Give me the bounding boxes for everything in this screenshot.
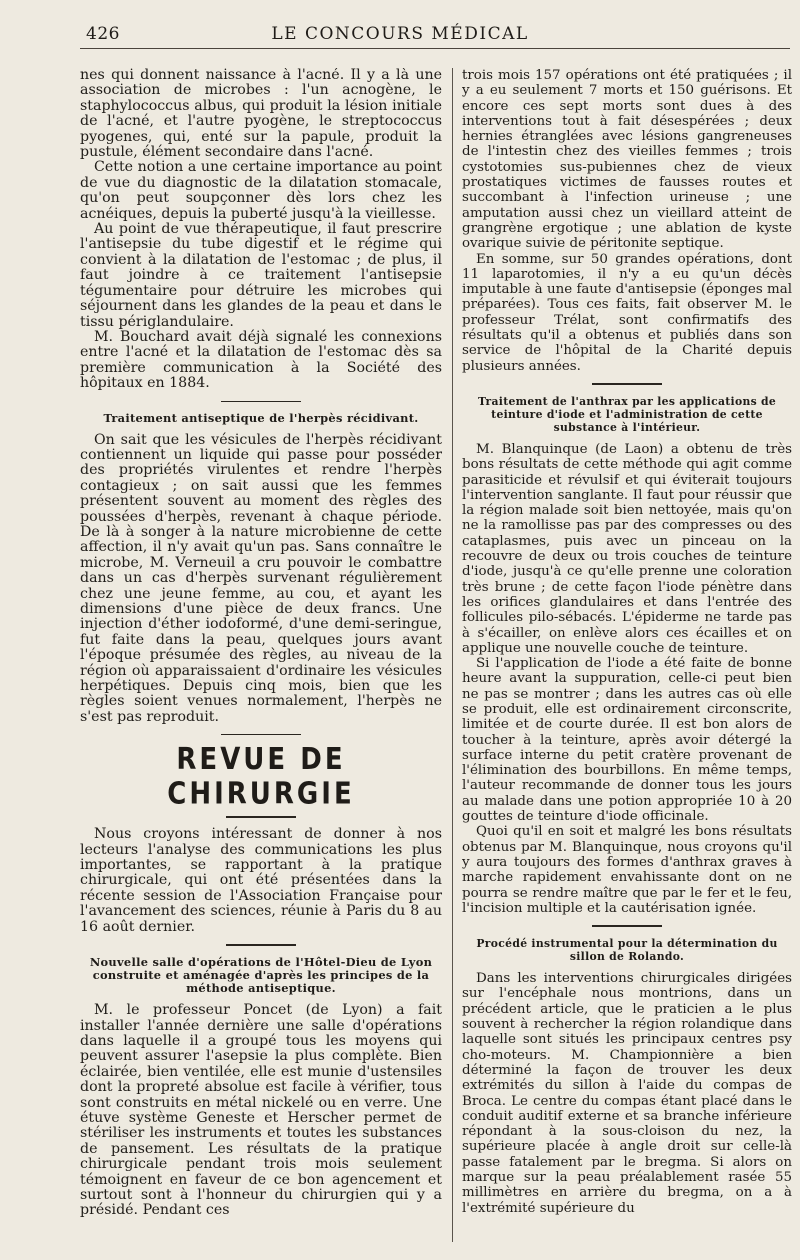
- paragraph-en-somme: En somme, sur 50 grandes opérations, dont 11 laparotomies, il n'y a eu qu'un décès imputable à une faute d'antisepsie (éponges mal préparées). Tous ces faits, fait observer M. le professeur Trélat, sont confirmatifs des résultats qu'il a obtenus et publiés dans son service de l'hôpital de la Charité depuis plusieurs années.: [462, 251, 792, 374]
- left-column: [80, 68, 442, 1242]
- header-rule: [80, 48, 790, 49]
- paragraph-rolando: Dans les interventions chirurgicales dirigées sur l'encéphale nous montrions, dans un précédent article, que le praticien a le plus souvent à rechercher la région rolandique dans laquelle sont situés les principaux centres psy cho-moteurs. M. Championnière a bien déterminé la façon de trouver les deux extrémités du sillon à l'aide du compas de Broca. Le centre du compas étant placé dans le conduit auditif externe et sa branche inférieure répondant à la sous-cloison du nez, la supérieure placée à angle droit sur celle-là passe fatalement par le bregma. Si alors on marque sur la peau préalablement rasée 55 millimètres en arrière du bregma, on a à l'extrémité supérieure du: [462, 971, 792, 1216]
- section-title-revue-chirurgie: REVUE DE CHIRURGIE: [167, 742, 355, 812]
- paragraph-bouchard: M. Bouchard avait déjà signalé les connexions entre l'acné et la dilatation de l'estomac dès sa première communication à la Société des hôpitaux en 1884.: [80, 328, 442, 392]
- paragraph-intro-chirurgie: Nous croyons intéressant de donner à nos lecteurs l'analyse des communications les plus importantes, se rapportant à la pratique chirurgicale, qui ont été présentées dans la récente session de l'Association Française pour l'avancement des sciences, réunie à Paris du 8 au 16 août dernier.: [80, 826, 442, 935]
- heading-salle-operations: Nouvelle salle d'opérations de l'Hôtel-Dieu de Lyon construite et aménagée d'après les principes de la méthode antiseptique.: [89, 955, 433, 996]
- page-number: 426: [86, 24, 120, 44]
- section-separator: [226, 816, 296, 818]
- paragraph-therapeutique: Au point de vue thérapeutique, il faut prescrire l'antisepsie du tube digestif et le régime qui convient à la dilatation de l'estomac ; de plus, il faut joindre à ce traitement l'antisepsie tégumentaire pour détruire les microbes qui séjournent dans les glandes de la peau et dans le tissu périglandulaire.: [80, 221, 442, 330]
- heading-herpes: Traitement antiseptique de l'herpès récidivant.: [103, 410, 419, 425]
- heading-anthrax: Traitement de l'anthrax par les applications de teinture d'iode et l'administration de cette substance à l'intérieur.: [477, 394, 777, 434]
- page-header: [0, 18, 800, 52]
- right-column: [462, 68, 792, 1242]
- section-separator: [221, 734, 301, 735]
- section-separator: [592, 925, 662, 927]
- journal-title: LE CONCOURS MÉDICAL: [271, 24, 529, 44]
- paragraph-acne-microbes: nes qui donnent naissance à l'acné. Il y a là une association de microbes : l'un acnogène, le staphylococcus albus, qui produit la lésion initiale de l'acné, et l'autre pyogène, le streptococcus pyogenes, qui, enté sur la papule, produit la pustule, élément secondaire dans l'acné.: [80, 68, 442, 161]
- paragraph-herpes: On sait que les vésicules de l'herpès récidivant contiennent un liquide qui passe pour posséder des propriétés virulentes et rendre l'herpès contagieux ; on sait aussi que les femmes présentent souvent au moment des règles des poussées d'herpès, revenant à chaque période. De là à songer à la nature microbienne de cette affection, il n'y avait qu'un pas. Sans connaître le microbe, M. Verneuil a cru pouvoir le combattre dans un cas d'herpès survenant régulièrement chez une jeune femme, au cou, et ayant les dimensions d'une pièce de deux francs. Une injection d'éther iodoformé, d'une demi-seringue, fut faite dans la peau, quelques jours avant l'époque présumée des règles, au niveau de la région où apparaissaient d'ordinaire les vésicules herpétiques. Depuis cinq mois, bien que les règles soient venues normalement, l'herpès ne s'est pas reproduit.: [80, 431, 442, 725]
- heading-rolando: Procédé instrumental pour la détermination du sillon de Rolando.: [476, 937, 778, 964]
- paragraph-quoi-quil: Quoi qu'il en soit et malgré les bons résultats obtenus par M. Blanquinque, nous croyons qu'il y aura toujours des formes d'anthrax graves à marche rapidement envahissante dont on ne pourra se rendre maître que par le fer et le feu, l'incision multiple et la cautérisation ignée.: [462, 824, 792, 916]
- column-divider: [452, 68, 453, 1242]
- section-separator: [592, 383, 662, 385]
- paragraph-poncet: M. le professeur Poncet (de Lyon) a fait installer l'année dernière une salle d'opérations dans laquelle il a groupé tous les moyens qui peuvent assurer l'asepsie la plus complète. Bien éclairée, bien ventilée, elle est munie d'ustensiles dont la propreté absolue est facile à vérifier, tous sont construits en métal nickelé ou en verre. Une étuve système Geneste et Herscher permet de stériliser les instruments et toutes les substances de pansement. Les résultats de la pratique chirurgicale pendant trois mois seulement témoignent en faveur de ce bon agencement et surtout sont à l'honneur du chirurgien qui y a présidé. Pendant ces: [80, 1002, 442, 1219]
- section-separator: [226, 944, 296, 946]
- paragraph-dilatation-diagnostic: Cette notion a une certaine importance au point de vue du diagnostic de la dilatation stomacale, qu'on peut soupçonner dès lors chez les acnéiques, depuis la puberté jusqu'à la vieillesse.: [80, 159, 442, 222]
- paragraph-blanquinque: M. Blanquinque (de Laon) a obtenu de très bons résultats de cette méthode qui agit comme parasiticide et révulsif et qui éviterait toujours l'intervention sanglante. Il faut pour réussir que la région malade soit bien nettoyée, mais qu'on ne la ramollisse pas par des compresses ou des cataplasmes, puis avec un pinceau on la recouvre de deux ou trois couches de teinture d'iode, jusqu'à ce qu'elle prenne une coloration très brune ; de cette façon l'iode pénètre dans les orifices glandulaires et dans l'entrée des follicules pilo-sébacés. L'épiderme ne tarde pas à s'écailler, on enlève alors ces écailles et on applique une nouvelle couche de teinture.: [462, 441, 792, 656]
- paragraph-resultats: trois mois 157 opérations ont été pratiquées ; il y a eu seulement 7 morts et 150 guérisons. Et encore ces sept morts sont dues à des interventions tout à fait désespérées ; deux hernies étranglées avec lésions gangreneuses de l'intestin chez des vieilles femmes ; trois cystotomies sus-pubiennes chez de vieux prostatiques victimes de fausses routes et succombant à l'infection urineuse ; une amputation aussi chez un vieillard atteint de grangrène ergotique ; une ablation de kyste ovarique suivie de péritonite septique.: [462, 68, 792, 252]
- section-separator: [221, 401, 301, 402]
- paragraph-application-iode: Si l'application de l'iode a été faite de bonne heure avant la suppuration, celle-ci peut bien ne pas se montrer ; dans les autres cas où elle se produit, elle est ordinairement circonscrite, limitée et de courte durée. Il est bon alors de toucher à la teinture, après avoir détergé la surface interne du petit cratère provenant de l'élimination des bourbillons. En même temps, l'auteur recommande de donner tous les jours au malade dans une potion appropriée 10 à 20 gouttes de teinture d'iode officinale.: [462, 656, 792, 825]
